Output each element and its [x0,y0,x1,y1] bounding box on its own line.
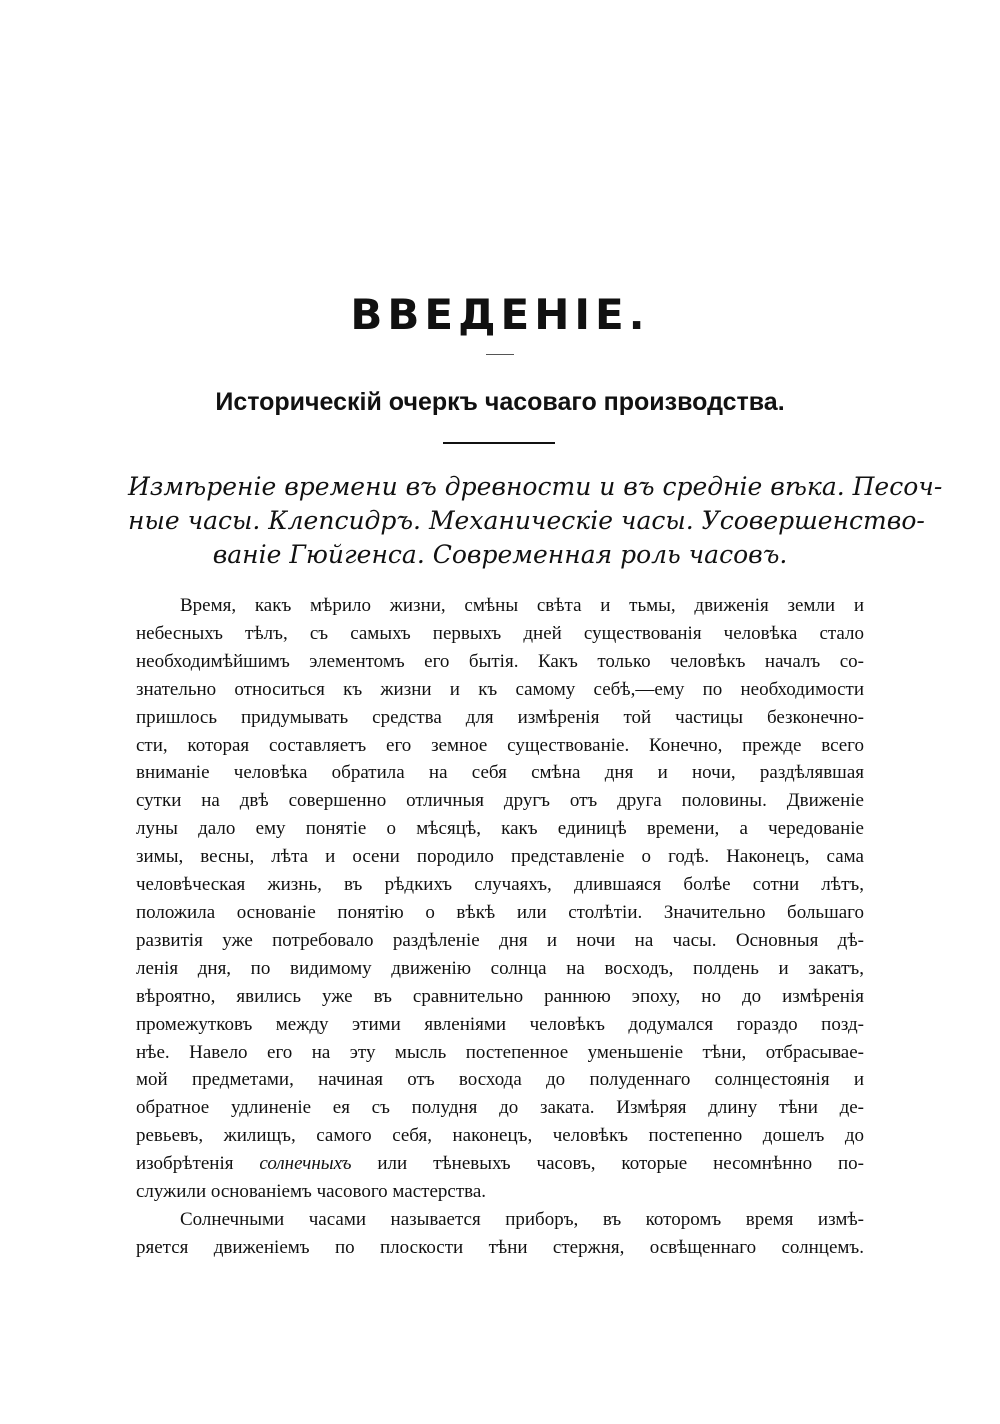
text-line: сти, которая составляетъ его земное существованіе. Конечно, прежде всего [136,734,864,756]
abstract-line: ваніе Гюйгенса. Современная роль часовъ. [212,540,788,569]
text-line: положила основаніе понятію о вѣкѣ или столѣтіи. Значительно большаго [136,901,864,923]
text-line: ряется движеніемъ по плоскости тѣни стержня, освѣщеннаго солнцемъ. [136,1236,864,1258]
text-line: небесныхъ тѣлъ, съ самыхъ первыхъ дней существованія человѣка стало [136,622,864,644]
text-line: обратное удлиненіе ея съ полудня до заката. Измѣряя длину тѣни де- [136,1097,864,1119]
text-line: ленія дня, по видимому движенію солнца на восходъ, полдень и закатъ, [136,957,864,979]
text-line: развитія уже потребовало раздѣленіе дня и ночи на часы. Основныя дѣ- [136,929,864,951]
text-line: Время, какъ мѣрило жизни, смѣны свѣта и тьмы, движенія земли и [180,595,864,616]
text-line: мой предметами, начиная отъ восхода до полуденнаго солнцестоянія и [136,1069,864,1091]
text-line: луны дало ему понятіе о мѣсяцѣ, какъ единицѣ времени, а чередованіе [136,818,864,840]
text-line-with-emphasis [136,1150,864,1178]
abstract-line: Измѣреніе времени въ древности и въ средніе вѣка. Песоч- [128,472,943,501]
section-rule [443,442,555,444]
text-line: ревьевъ, жилищъ, самого себя, наконецъ, человѣкъ постепенно дошелъ до [136,1125,864,1147]
text-line: знательно относиться къ жизни и къ самому себѣ,—ему по необходимости [136,678,864,700]
text-line: служили основаніемъ часового мастерства. [136,1181,487,1203]
text-line: вѣроятно, явились уже въ сравнительно раннюю эпоху, но до измѣренія [136,985,864,1007]
text-run: или тѣневыхъ часовъ, которые несомнѣнно по- [351,1153,864,1175]
emphasized-term: солнечныхъ [259,1153,352,1175]
chapter-abstract [128,470,943,572]
text-line: промежутковъ между этими явленіями человѣкъ додумался гораздо позд- [136,1013,864,1035]
text-run: изобрѣтенія [136,1153,260,1175]
text-line: Солнечными часами называется приборъ, въ которомъ время измѣ- [180,1208,864,1230]
text-line: сутки на двѣ совершенно отличныя другъ отъ друга половины. Движеніе [136,790,864,812]
abstract-line: ные часы. Клепсидръ. Механическіе часы. Усовершенство- [128,506,925,535]
text-line: человѣческая жизнь, въ рѣдкихъ случаяхъ, длившаяся болѣе сотни лѣтъ, [136,874,864,896]
title-ornament [486,354,514,356]
text-line: зимы, весны, лѣта и осени породило представленіе о годѣ. Наконецъ, сама [136,846,864,868]
chapter-subtitle: Историческій очеркъ часоваго производства. [215,388,785,416]
body-text [136,592,864,1262]
text-line: вниманіе человѣка обратила на себя смѣна дня и ночи, раздѣлявшая [136,762,864,784]
text-line: пришлось придумывать средства для измѣренія той частицы безконечно- [136,706,864,728]
text-line: необходимѣйшимъ элементомъ его бытія. Какъ только человѣкъ началъ со- [136,650,864,672]
chapter-title: ВВЕДЕНІЕ. [350,290,650,339]
text-line: нѣе. Навело его на эту мысль постепенное уменьшеніе тѣни, отбрасывае- [136,1041,864,1063]
